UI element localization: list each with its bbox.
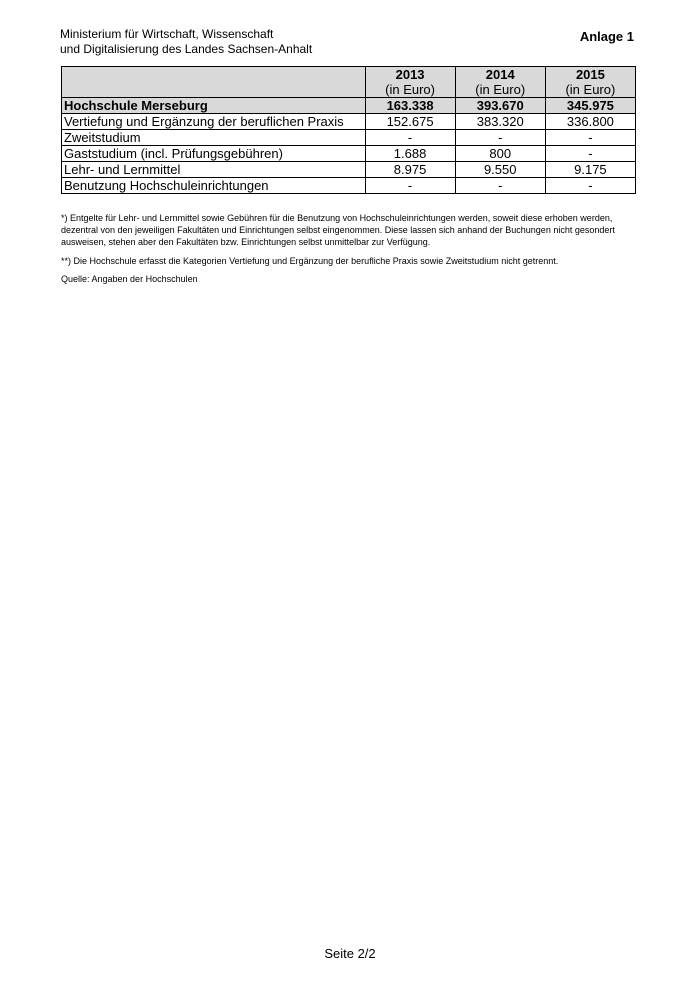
cell-value: - xyxy=(455,130,545,146)
cell-value: 345.975 xyxy=(545,98,635,114)
column-year: 2015 xyxy=(575,67,605,82)
column-year: 2014 xyxy=(485,67,515,82)
column-unit: (in Euro) xyxy=(565,82,616,97)
cell-value: 8.975 xyxy=(365,162,455,178)
footnote-1: *) Entgelte für Lehr- und Lernmittel sowie Gebühren für die Benutzung von Hochschuleinrichtungen werden, soweit diese erhoben werden, dezentral von den jeweiligen Fakultäten und Einrichtungen selbst eingenommen. Diese lassen sich anhand der Buchungen nicht gesondert ausweisen, stehen aber den Fakultäten bzw. Einrichtungen selbst unmittelbar zur Verfügung. xyxy=(61,213,615,247)
footnotes xyxy=(61,212,636,292)
cell-value: 393.670 xyxy=(455,98,545,114)
annex-label: Anlage 1 xyxy=(579,29,634,44)
column-unit: (in Euro) xyxy=(385,82,435,97)
row-label: Hochschule Merseburg xyxy=(62,98,366,114)
cell-value: - xyxy=(365,178,455,194)
ministry-header xyxy=(60,27,312,57)
cell-value: - xyxy=(545,146,635,162)
table-row xyxy=(62,178,636,194)
column-unit: (in Euro) xyxy=(475,82,526,97)
cell-value: 9.550 xyxy=(455,162,545,178)
header-label-cell xyxy=(62,67,366,98)
row-label: Lehr- und Lernmittel xyxy=(62,162,366,178)
ministry-line-2: und Digitalisierung des Landes Sachsen-Anhalt xyxy=(60,42,313,56)
row-label: Zweitstudium xyxy=(62,130,366,146)
cell-value: - xyxy=(545,178,635,194)
cell-value: 336.800 xyxy=(545,114,635,130)
cell-value: - xyxy=(455,178,545,194)
cell-value: 800 xyxy=(455,146,545,162)
row-label: Vertiefung und Ergänzung der beruflichen Praxis xyxy=(62,114,366,130)
cell-value: - xyxy=(365,130,455,146)
column-header-2013 xyxy=(365,67,455,98)
cell-value: 383.320 xyxy=(455,114,545,130)
page-number: Seite 2/2 xyxy=(324,946,376,961)
footnote-2: **) Die Hochschule erfasst die Kategorien Vertiefung und Ergänzung der berufliche Praxis sowie Zweitstudium nicht getrennt. xyxy=(61,256,559,266)
total-row xyxy=(62,98,636,114)
cell-value: 1.688 xyxy=(365,146,455,162)
cell-value: 9.175 xyxy=(545,162,635,178)
column-year: 2013 xyxy=(395,67,425,82)
column-header-2014 xyxy=(455,67,545,98)
cell-value: - xyxy=(545,130,635,146)
cell-value: 163.338 xyxy=(365,98,455,114)
fees-table xyxy=(61,66,636,194)
row-label: Benutzung Hochschuleinrichtungen xyxy=(62,178,366,194)
ministry-line-1: Ministerium für Wirtschaft, Wissenschaft xyxy=(60,27,274,41)
table-row xyxy=(62,114,636,130)
table-header-row xyxy=(62,67,636,98)
table-row xyxy=(62,146,636,162)
column-header-2015 xyxy=(545,67,635,98)
table-row xyxy=(62,130,636,146)
cell-value: 152.675 xyxy=(365,114,455,130)
row-label: Gaststudium (incl. Prüfungsgebühren) xyxy=(62,146,366,162)
source-note: Quelle: Angaben der Hochschulen xyxy=(61,274,198,284)
table-row xyxy=(62,162,636,178)
